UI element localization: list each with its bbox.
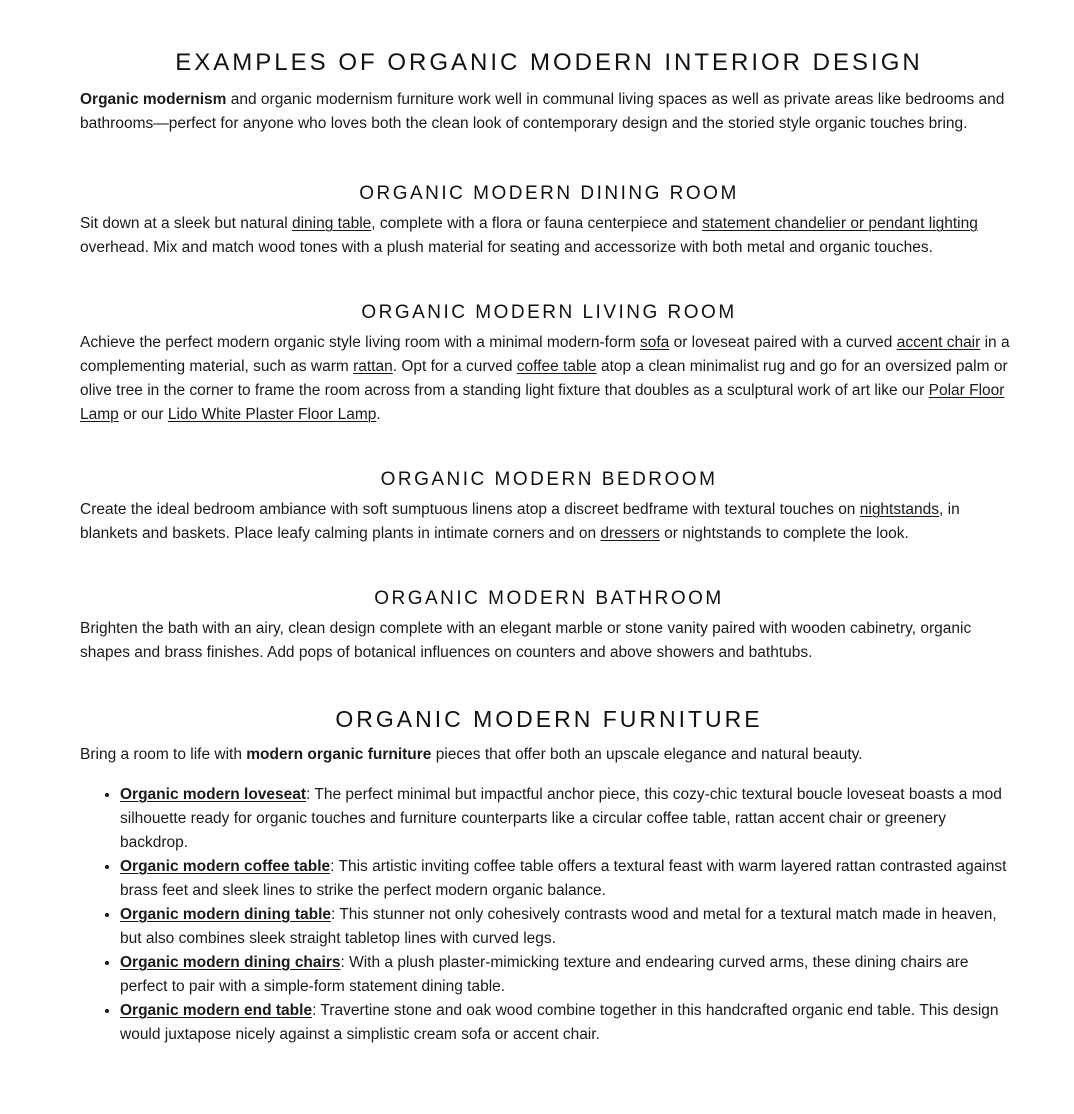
nightstands-link[interactable]: nightstands bbox=[859, 501, 940, 518]
sofa-link[interactable]: sofa bbox=[639, 334, 670, 351]
list-item bbox=[120, 855, 1018, 903]
bedroom-section bbox=[80, 466, 1018, 546]
furniture-heading: ORGANIC MODERN FURNITURE bbox=[335, 706, 763, 732]
dressers-link[interactable]: dressers bbox=[600, 525, 660, 542]
list-item bbox=[120, 999, 1018, 1047]
living-section bbox=[80, 299, 1018, 427]
intro-paragraph bbox=[80, 88, 1018, 136]
text: Sit down at a sleek but natural bbox=[80, 215, 292, 232]
coffee-table-item-link[interactable]: Organic modern coffee table bbox=[120, 858, 331, 875]
item-text: : Travertine stone and oak wood combine together in this handcrafted organic end table. This design would juxtapose nicely against a simplistic cream sofa or accent chair. bbox=[120, 1002, 999, 1043]
bathroom-heading: ORGANIC MODERN BATHROOM bbox=[374, 588, 724, 609]
text: , complete with a flora or fauna centerpiece and bbox=[371, 215, 703, 232]
rattan-link[interactable]: rattan bbox=[353, 358, 393, 375]
list-item bbox=[120, 951, 1018, 999]
bedroom-heading: ORGANIC MODERN BEDROOM bbox=[380, 469, 718, 490]
living-heading: ORGANIC MODERN LIVING ROOM bbox=[361, 302, 737, 323]
list-item bbox=[120, 903, 1018, 951]
text: overhead. Mix and match wood tones with a plush material for seating and accessorize with both metal and organic touches. bbox=[80, 239, 933, 256]
text: in a complementing material, such as warm bbox=[80, 334, 1010, 375]
text: atop a clean minimalist rug and go for an oversized palm or olive tree in the corner to frame the room across from a standing light fixture that doubles as a sculptural work of art like our bbox=[80, 358, 1008, 399]
text: or nightstands to complete the look. bbox=[659, 525, 909, 542]
text: Bring a room to life with bbox=[80, 746, 247, 763]
item-text: : With a plush plaster-mimicking texture and endearing curved arms, these dining chairs are perfect to pair with a simple-form statement dining table. bbox=[120, 954, 969, 995]
lighting-link[interactable]: statement chandelier or pendant lighting bbox=[702, 215, 978, 232]
text: Achieve the perfect modern organic style living room with a minimal modern-form bbox=[80, 334, 640, 351]
bedroom-paragraph bbox=[80, 498, 1018, 546]
item-text: : The perfect minimal but impactful anchor piece, this cozy-chic textural boucle loveseat boasts a mod silhouette ready for organic touches and furniture counterparts like a circular coffee table, rattan accent chair or greenery backdrop. bbox=[120, 786, 1002, 851]
text: Create the ideal bedroom ambiance with soft sumptuous linens atop a discreet bedframe with textural touches on bbox=[80, 501, 860, 518]
dining-chairs-item-link[interactable]: Organic modern dining chairs bbox=[120, 954, 341, 971]
bathroom-paragraph: Brighten the bath with an airy, clean design complete with an elegant marble or stone vanity paired with wooden cabinetry, organic shapes and brass finishes. Add pops of botanical influences on counters and above showers and bathtubs. bbox=[80, 620, 972, 661]
dining-table-item-link[interactable]: Organic modern dining table bbox=[120, 906, 331, 923]
furniture-bold: modern organic furniture bbox=[246, 746, 432, 763]
dining-heading: ORGANIC MODERN DINING ROOM bbox=[359, 183, 739, 204]
dining-section bbox=[80, 180, 1018, 260]
text: or loveseat paired with a curved bbox=[669, 334, 897, 351]
page-title: EXAMPLES OF ORGANIC MODERN INTERIOR DESIGN bbox=[175, 49, 923, 76]
lido-floor-lamp-link[interactable]: Lido White Plaster Floor Lamp bbox=[167, 406, 377, 423]
item-text: : This artistic inviting coffee table offers a textural feast with warm layered rattan contrasted against brass feet and sleek lines to strike the perfect modern organic balance. bbox=[120, 858, 1007, 899]
text: . bbox=[376, 406, 381, 423]
bathroom-section bbox=[80, 585, 1018, 665]
text: , in blankets and baskets. Place leafy calming plants in intimate corners and on bbox=[80, 501, 960, 542]
dining-paragraph bbox=[80, 212, 1018, 260]
text: or our bbox=[118, 406, 168, 423]
furniture-paragraph bbox=[80, 743, 1018, 767]
furniture-list bbox=[80, 783, 1018, 1047]
item-text: : This stunner not only cohesively contrasts wood and metal for a textural match made in heaven, but also combines sleek straight tabletop lines with curved legs. bbox=[120, 906, 997, 947]
coffee-table-link[interactable]: coffee table bbox=[516, 358, 597, 375]
living-paragraph bbox=[80, 331, 1018, 427]
list-item bbox=[120, 783, 1018, 855]
loveseat-link[interactable]: Organic modern loveseat bbox=[120, 786, 307, 803]
text: pieces that offer both an upscale elegance and natural beauty. bbox=[431, 746, 863, 763]
dining-table-link[interactable]: dining table bbox=[291, 215, 372, 232]
text: . Opt for a curved bbox=[392, 358, 517, 375]
intro-text: and organic modernism furniture work well in communal living spaces as well as private areas like bedrooms and bathrooms—perfect for anyone who loves both the clean look of contemporary design and the storied style organic touches bring. bbox=[80, 91, 1005, 132]
furniture-section bbox=[80, 703, 1018, 1047]
accent-chair-link[interactable]: accent chair bbox=[896, 334, 981, 351]
end-table-item-link[interactable]: Organic modern end table bbox=[120, 1002, 313, 1019]
intro-bold: Organic modernism bbox=[80, 91, 227, 108]
polar-floor-lamp-link[interactable]: Polar Floor Lamp bbox=[80, 382, 1005, 423]
